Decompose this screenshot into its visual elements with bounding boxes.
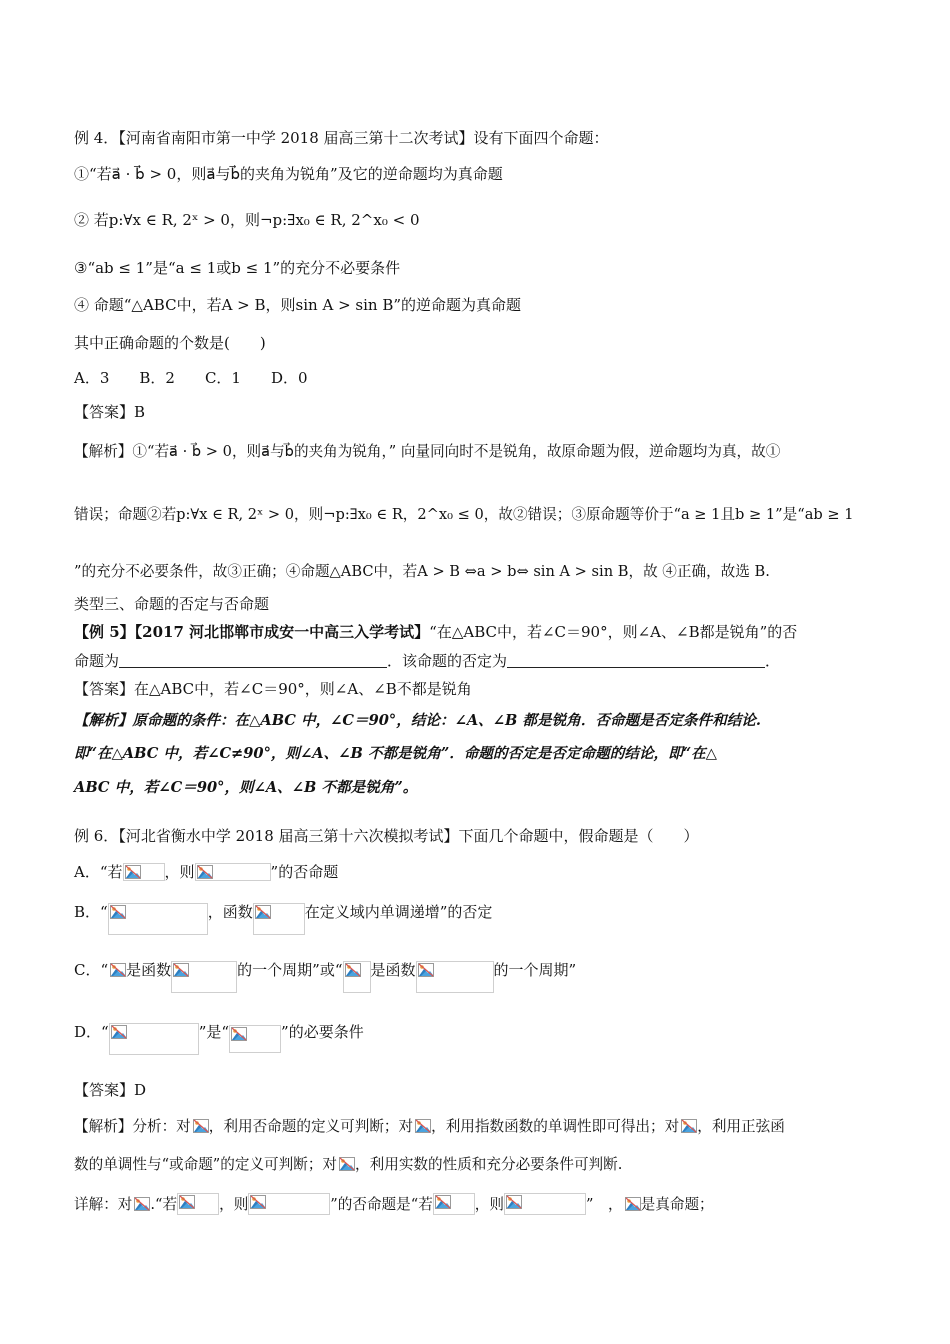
formula-image <box>108 903 208 935</box>
option-text: C．“ <box>74 961 109 979</box>
ex4-proposition-1: ①“若a⃗ · b⃗ > 0，则a⃗与b⃗的夹角为锐角”及它的逆命题均为真命题 <box>74 165 503 183</box>
analysis-text: 分析：对 <box>132 1118 191 1135</box>
analysis-label: 【解析】 <box>74 1118 133 1135</box>
ex5-blank-1 <box>119 653 387 668</box>
formula-image <box>177 1193 219 1215</box>
option-text: ，函数 <box>207 903 253 921</box>
formula-image <box>337 1155 355 1173</box>
formula-image <box>413 1117 431 1135</box>
ex5-analysis-1 <box>74 711 761 731</box>
formula-image <box>132 1195 150 1213</box>
ex4-title <box>74 128 609 148</box>
formula-image <box>679 1117 697 1135</box>
formula-image <box>171 961 237 993</box>
ex6-option-c <box>74 960 576 993</box>
ex5-prompt: “在△ABC中，若∠C＝90°，则∠A、∠B都是锐角”的否 <box>429 623 798 641</box>
formula-image <box>123 863 165 881</box>
broken-image-icon <box>197 865 213 879</box>
broken-image-icon <box>250 1195 266 1209</box>
answer-value: D <box>134 1081 147 1099</box>
option-text: ”是“ <box>198 1023 230 1041</box>
ex5-source: 【2017 河北邯郸市成安一中高三入学考试】 <box>134 623 430 641</box>
ex6-analysis-1 <box>74 1117 785 1137</box>
formula-image <box>504 1193 586 1215</box>
ex6-prompt: 下面几个命题中，假命题是（ ） <box>458 827 699 845</box>
ex4-proposition-3: ③“ab ≤ 1”是“a ≤ 1或b ≤ 1”的充分不必要条件 <box>74 259 401 277</box>
ex5-blank-2 <box>507 653 765 668</box>
formula-image <box>109 1023 199 1055</box>
formula-image <box>416 961 494 993</box>
ex4-analysis-3: ”的充分不必要条件，故③正确；④命题△ABC中，若A > B ⇔a > b⇔ sin A > sin B，故 ④正确，故选 B. <box>74 563 770 580</box>
ex4-number: 例 4． <box>74 129 119 147</box>
ex6-detail <box>74 1193 714 1215</box>
formula-image <box>195 863 271 881</box>
option-text: ，则 <box>164 863 195 881</box>
ex5-analysis-3: ABC 中，若∠C＝90°，则∠A、∠B 不都是锐角”。 <box>74 779 418 796</box>
formula-image <box>108 961 126 993</box>
ex6-answer <box>74 1080 146 1100</box>
formula-image <box>248 1193 330 1215</box>
ex4-analysis-2: 错误；命题②若p:∀x ∈ R, 2ˣ > 0，则¬p:∃x₀ ∈ R，2^x₀ ≤ 0，故②错误；③原命题等价于“a ≥ 1且b ≥ 1”是“ab ≥ 1 <box>74 506 854 523</box>
ex5-blanks <box>74 651 780 671</box>
broken-image-icon <box>415 1119 431 1133</box>
ex4-analysis-1 <box>74 442 780 462</box>
analysis-text: 数的单调性与“或命题”的定义可判断；对 <box>74 1156 338 1173</box>
answer-value: 在△ABC中，若∠C＝90°，则∠A、∠B不都是锐角 <box>134 680 472 698</box>
ex6-option-d <box>74 1022 364 1055</box>
broken-image-icon <box>681 1119 697 1133</box>
option-text: 是函数 <box>126 961 172 979</box>
detail-text: ”的否命题是“若 <box>330 1196 433 1213</box>
ex5-answer <box>74 679 472 699</box>
broken-image-icon <box>231 1027 247 1041</box>
option-text: 的一个周期” <box>493 961 577 979</box>
ex4-proposition-2: ② 若p:∀x ∈ R, 2ˣ > 0，则¬p:∃x₀ ∈ R, 2^x₀ < 0 <box>74 211 420 229</box>
ex5-blank-lead: 命题为 <box>74 652 120 670</box>
broken-image-icon <box>625 1197 641 1211</box>
analysis-text: 原命题的条件：在△ABC 中，∠C＝90°，结论：∠A、∠B 都是锐角．否命题是否定条件和结论. <box>132 712 761 729</box>
option-text: B．“ <box>74 903 108 921</box>
broken-image-icon <box>506 1195 522 1209</box>
formula-image <box>191 1117 209 1135</box>
broken-image-icon <box>179 1195 195 1209</box>
ex6-analysis-2 <box>74 1155 622 1175</box>
detail-text: .“若 <box>150 1196 178 1213</box>
formula-image <box>229 1025 281 1053</box>
broken-image-icon <box>435 1195 451 1209</box>
ex6-title <box>74 826 699 846</box>
ex6-option-b <box>74 902 492 935</box>
answer-label: 【答案】 <box>74 680 135 698</box>
ex4-prompt: 设有下面四个命题： <box>473 129 609 147</box>
detail-text: 是真命题； <box>640 1196 714 1213</box>
broken-image-icon <box>110 963 126 977</box>
option-text: A．“若 <box>74 863 123 881</box>
option-text: 是函数 <box>370 961 416 979</box>
formula-image <box>433 1193 475 1215</box>
broken-image-icon <box>255 905 271 919</box>
option-text: ”的必要条件 <box>281 1023 364 1041</box>
detail-text: ，则 <box>474 1196 504 1213</box>
ex4-source: 【河南省南阳市第一中学 2018 届高三第十二次考试】 <box>118 129 474 147</box>
ex4-options: A．3 B．2 C．1 D．0 <box>74 369 308 387</box>
ex5-blank-mid: ．该命题的否定为 <box>387 652 508 670</box>
ex4-question: 其中正确命题的个数是( ) <box>74 334 266 352</box>
ex5-number: 【例 5】 <box>74 623 135 641</box>
ex5-analysis-2: 即“在△ABC 中，若∠C≠90°，则∠A、∠B 不都是锐角”．命题的否定是否定命题的结论，即“在△ <box>74 745 717 762</box>
formula-image <box>343 961 371 993</box>
formula-image <box>623 1195 641 1213</box>
broken-image-icon <box>339 1157 355 1171</box>
detail-text: ” ， <box>586 1196 623 1213</box>
broken-image-icon <box>418 963 434 977</box>
broken-image-icon <box>134 1197 150 1211</box>
answer-label: 【答案】 <box>74 403 135 421</box>
answer-value: B <box>134 403 146 421</box>
broken-image-icon <box>173 963 189 977</box>
analysis-text: ①“若a⃗ · b⃗ > 0，则a⃗与b⃗的夹角为锐角，” 向量同向时不是锐角，故原命题为假，逆命题均为真，故① <box>132 443 781 460</box>
ex4-proposition-4: ④ 命题“△ABC中，若A > B，则sin A > sin B”的逆命题为真命题 <box>74 296 522 314</box>
analysis-text: ，利用否命题的定义可判断；对 <box>208 1118 414 1135</box>
detail-text: ，则 <box>219 1196 249 1213</box>
option-text: 在定义域内单调递增”的否定 <box>304 903 493 921</box>
section-title: 类型三、命题的否定与否命题 <box>74 595 270 613</box>
analysis-text: ，利用实数的性质和充分必要条件可判断. <box>355 1156 623 1173</box>
formula-image <box>253 903 305 935</box>
broken-image-icon <box>110 905 126 919</box>
analysis-label: 【解析】 <box>74 443 133 460</box>
broken-image-icon <box>111 1025 127 1039</box>
broken-image-icon <box>345 963 361 977</box>
ex6-source: 【河北省衡水中学 2018 届高三第十六次模拟考试】 <box>118 827 459 845</box>
option-text: ”的否命题 <box>270 863 339 881</box>
broken-image-icon <box>125 865 141 879</box>
option-text: D．“ <box>74 1023 109 1041</box>
ex6-number: 例 6． <box>74 827 119 845</box>
ex5-blank-end: ． <box>765 652 781 670</box>
detail-text: 详解：对 <box>74 1196 133 1213</box>
ex6-option-a <box>74 862 338 882</box>
broken-image-icon <box>193 1119 209 1133</box>
ex4-answer <box>74 402 145 422</box>
analysis-label: 【解析】 <box>74 712 133 729</box>
answer-label: 【答案】 <box>74 1081 135 1099</box>
analysis-text: ，利用指数函数的单调性即可得出；对 <box>431 1118 680 1135</box>
analysis-text: ，利用正弦函 <box>697 1118 785 1135</box>
option-text: 的一个周期”或“ <box>237 961 343 979</box>
ex5-title <box>74 622 797 642</box>
